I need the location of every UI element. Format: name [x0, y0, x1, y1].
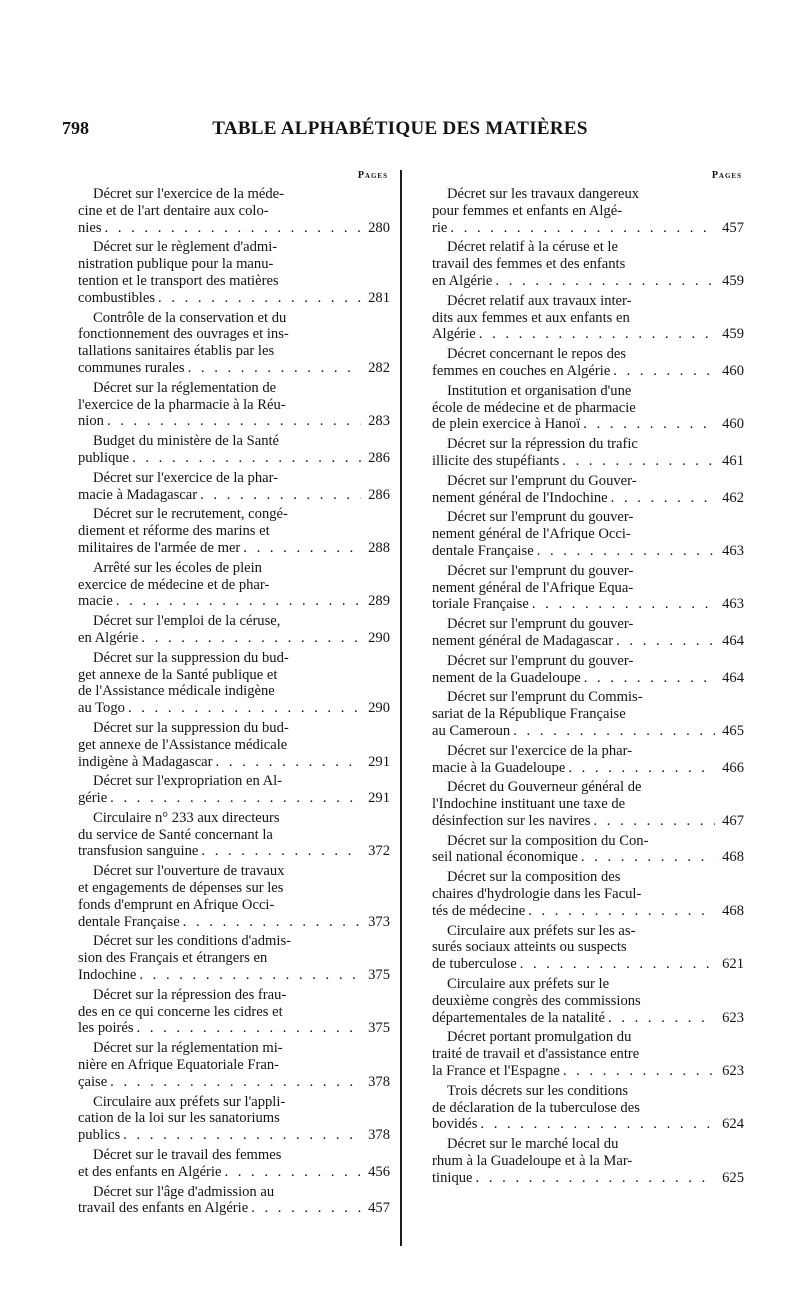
- entry-text-line: Décret sur la répression du trafic: [447, 436, 638, 453]
- dot-leader: [568, 760, 715, 777]
- entry-last-line: [78, 1200, 390, 1217]
- dot-leader: [123, 1127, 361, 1144]
- entry-text-line: au Togo: [78, 700, 125, 717]
- dot-leader: [495, 273, 715, 290]
- entry-page-number: 378: [368, 1127, 390, 1144]
- dot-leader: [611, 490, 715, 507]
- entry-last-line: [78, 1074, 390, 1091]
- entry-last-line: [432, 670, 744, 687]
- index-entry: [78, 1040, 390, 1090]
- entry-text-line: çaise: [78, 1073, 108, 1090]
- entry-text-line: la France et l'Espagne: [432, 1063, 560, 1080]
- entry-text-line: nement général de l'Indochine: [432, 489, 608, 506]
- index-entry: [432, 923, 744, 973]
- entry-text-line: militaires de l'armée de mer: [78, 539, 241, 556]
- entry-page-number: 456: [368, 1163, 390, 1180]
- dot-leader: [188, 360, 361, 377]
- entry-page-number: 290: [368, 700, 390, 717]
- dot-leader: [183, 914, 361, 931]
- entry-text-line: Budget du ministère de la Santé: [93, 433, 280, 450]
- index-entry: [432, 383, 744, 433]
- entry-last-line: [78, 360, 390, 377]
- entry-text-line: nière en Afrique Equatoriale Fran-: [78, 1057, 279, 1074]
- index-entry: [432, 689, 744, 739]
- entry-text-line: macie à la Guadeloupe: [432, 759, 566, 776]
- entry-text-line: surés sociaux atteints ou suspects: [432, 939, 627, 956]
- entry-text-line: Contrôle de la conservation et du: [93, 309, 287, 326]
- dot-leader: [141, 630, 361, 647]
- entry-page-number: 291: [368, 753, 390, 770]
- entry-text-line: Décret sur la réglementation de: [93, 379, 277, 396]
- entry-page-number: 280: [368, 219, 390, 236]
- entry-page-number: 464: [722, 669, 744, 686]
- dot-leader: [201, 843, 361, 860]
- index-entry: [78, 186, 390, 236]
- dot-leader: [158, 290, 361, 307]
- entry-page-number: 463: [722, 596, 744, 613]
- entry-last-line: [432, 326, 744, 343]
- entry-page-number: 467: [722, 812, 744, 829]
- index-entry: [432, 743, 744, 777]
- dot-leader: [243, 540, 361, 557]
- index-entry: [432, 563, 744, 613]
- entry-text-line: Décret sur l'emprunt du gouver-: [447, 616, 634, 633]
- entry-page-number: 468: [722, 902, 744, 919]
- entry-text-line: nement de la Guadeloupe: [432, 669, 581, 686]
- entry-text-line: sion des Français et étrangers en: [78, 950, 268, 967]
- dot-leader: [110, 790, 361, 807]
- index-entry: [432, 239, 744, 289]
- entry-page-number: 372: [368, 843, 390, 860]
- entry-last-line: [432, 596, 744, 613]
- entry-page-number: 286: [368, 486, 390, 503]
- index-entry: [432, 346, 744, 380]
- entry-last-line: [78, 593, 390, 610]
- page-number: 798: [62, 118, 89, 138]
- entry-last-line: [78, 450, 390, 467]
- entry-text-line: au Cameroun: [432, 722, 511, 739]
- entry-last-line: [432, 1063, 744, 1080]
- column-label-pages-right: Pages: [711, 170, 742, 181]
- dot-leader: [200, 487, 361, 504]
- dot-leader: [450, 220, 715, 237]
- entry-page-number: 281: [368, 289, 390, 306]
- entry-text-line: du service de Santé concernant la: [78, 826, 273, 843]
- entry-last-line: [78, 914, 390, 931]
- dot-leader: [583, 416, 715, 433]
- entry-text-line: Décret sur les travaux dangereux: [447, 186, 640, 202]
- dot-leader: [251, 1200, 361, 1217]
- entry-text-line: Décret sur l'emploi de la céruse,: [93, 613, 281, 630]
- entry-text-line: Décret sur le marché local du: [447, 1136, 619, 1153]
- entry-text-line: nies: [78, 219, 102, 236]
- entry-page-number: 375: [368, 1020, 390, 1037]
- entry-page-number: 460: [722, 362, 744, 379]
- entry-text-line: tallations sanitaires établis par les: [78, 343, 275, 360]
- index-entry: [78, 506, 390, 556]
- entry-text-line: les poirés: [78, 1020, 134, 1037]
- entry-text-line: Décret sur la composition du Con-: [447, 832, 649, 849]
- entry-text-line: Décret concernant le repos des: [447, 346, 627, 363]
- entry-text-line: Décret portant promulgation du: [447, 1029, 632, 1046]
- entry-text-line: Décret sur l'emprunt du Gouver-: [447, 472, 637, 489]
- entry-text-line: Décret sur l'exercice de la méde-: [93, 186, 285, 202]
- entry-page-number: 378: [368, 1073, 390, 1090]
- dot-leader: [107, 413, 361, 430]
- entry-text-line: de l'Assistance médicale indigène: [78, 683, 275, 700]
- entry-page-number: 375: [368, 967, 390, 984]
- entry-text-line: Institution et organisation d'une: [447, 382, 632, 399]
- entry-text-line: get annexe de l'Assistance médicale: [78, 736, 288, 753]
- entry-text-line: de déclaration de la tuberculose des: [432, 1099, 640, 1116]
- entry-page-number: 459: [722, 326, 744, 343]
- entry-text-line: Décret sur l'exercice de la phar-: [447, 742, 633, 759]
- entry-last-line: [78, 967, 390, 984]
- dot-leader: [562, 453, 715, 470]
- entry-text-line: toriale Française: [432, 596, 529, 613]
- entry-text-line: rhum à la Guadeloupe et à la Mar-: [432, 1153, 633, 1170]
- entry-text-line: communes rurales: [78, 359, 185, 376]
- entry-text-line: Décret sur l'exercice de la phar-: [93, 469, 279, 486]
- index-entry: [78, 380, 390, 430]
- entry-text-line: l'exercice de la pharmacie à la Réu-: [78, 396, 286, 413]
- dot-leader: [581, 849, 715, 866]
- entry-text-line: Arrêté sur les écoles de plein: [93, 559, 262, 576]
- entry-text-line: cation de la loi sur les sanatoriums: [78, 1110, 280, 1127]
- entry-last-line: [78, 1127, 390, 1144]
- entry-text-line: de tuberculose: [432, 956, 517, 973]
- entry-page-number: 289: [368, 593, 390, 610]
- entry-text-line: Décret sur l'emprunt du gouver-: [447, 562, 634, 579]
- entry-text-line: fonctionnement des ouvrages et ins-: [78, 326, 289, 343]
- entry-last-line: [432, 363, 744, 380]
- entry-text-line: sariat de la République Française: [432, 706, 626, 723]
- entry-text-line: femmes en couches en Algérie: [432, 362, 611, 379]
- entry-last-line: [432, 220, 744, 237]
- entry-last-line: [432, 1116, 744, 1133]
- entry-text-line: fonds d'emprunt en Afrique Occi-: [78, 896, 275, 913]
- index-entry: [78, 1147, 390, 1181]
- entry-page-number: 459: [722, 272, 744, 289]
- entry-text-line: travail des enfants en Algérie: [78, 1200, 249, 1217]
- entry-text-line: Décret sur l'âge d'admission au: [93, 1183, 275, 1200]
- dot-leader: [528, 903, 715, 920]
- entry-text-line: Décret sur la suppression du bud-: [93, 719, 289, 736]
- entry-last-line: [432, 633, 744, 650]
- entry-text-line: Décret du Gouverneur général de: [447, 779, 642, 796]
- entry-text-line: illicite des stupéfiants: [432, 452, 560, 469]
- entry-text-line: dentale Française: [432, 542, 534, 559]
- index-entry: [78, 987, 390, 1037]
- dot-leader: [563, 1063, 715, 1080]
- index-entry: [78, 650, 390, 717]
- dot-leader: [216, 754, 361, 771]
- index-entry: [432, 186, 744, 236]
- entry-text-line: en Algérie: [78, 629, 139, 646]
- entry-text-line: Décret sur la réglementation mi-: [93, 1040, 283, 1057]
- index-entry: [78, 810, 390, 860]
- column-label-pages-left: Pages: [357, 170, 388, 181]
- entry-last-line: [432, 813, 744, 830]
- dot-leader: [105, 220, 361, 237]
- entry-page-number: 623: [722, 1063, 744, 1080]
- entry-page-number: 466: [722, 759, 744, 776]
- entry-last-line: [432, 416, 744, 433]
- dot-leader: [584, 670, 715, 687]
- entry-page-number: 463: [722, 542, 744, 559]
- entry-last-line: [78, 413, 390, 430]
- index-entry: [78, 470, 390, 504]
- entry-text-line: l'Indochine instituant une taxe de: [432, 796, 626, 813]
- entry-text-line: Décret sur le recrutement, congé-: [93, 506, 288, 523]
- entry-last-line: [432, 1010, 744, 1027]
- entry-text-line: Trois décrets sur les conditions: [447, 1082, 629, 1099]
- entry-text-line: et des enfants en Algérie: [78, 1163, 222, 1180]
- entry-page-number: 373: [368, 913, 390, 930]
- dot-leader: [613, 363, 715, 380]
- entry-page-number: 623: [722, 1009, 744, 1026]
- entry-text-line: bovidés: [432, 1116, 478, 1133]
- index-entry: [432, 1029, 744, 1079]
- entry-last-line: [432, 490, 744, 507]
- index-entry: [78, 773, 390, 807]
- entry-text-line: Algérie: [432, 326, 476, 343]
- dot-leader: [137, 1020, 361, 1037]
- index-entry: [78, 933, 390, 983]
- entry-text-line: Décret sur la composition des: [447, 869, 621, 886]
- index-entry: [432, 833, 744, 867]
- entry-last-line: [432, 723, 744, 740]
- entry-page-number: 283: [368, 413, 390, 430]
- entry-text-line: seil national économique: [432, 849, 578, 866]
- entry-text-line: get annexe de la Santé publique et: [78, 666, 278, 683]
- entry-last-line: [432, 849, 744, 866]
- entry-text-line: Circulaire n° 233 aux directeurs: [93, 809, 280, 826]
- entry-text-line: dits aux femmes et aux enfants en: [432, 309, 630, 326]
- entry-text-line: pour femmes et enfants en Algé-: [432, 202, 623, 219]
- entry-text-line: Décret sur les conditions d'admis-: [93, 933, 291, 950]
- entry-text-line: Décret sur l'emprunt du Commis-: [447, 689, 643, 706]
- index-entry: [78, 310, 390, 377]
- entry-text-line: combustibles: [78, 289, 156, 306]
- entry-page-number: 460: [722, 416, 744, 433]
- dot-leader: [532, 596, 715, 613]
- entry-last-line: [78, 540, 390, 557]
- index-entry: [432, 436, 744, 470]
- dot-leader: [110, 1074, 361, 1091]
- entry-text-line: Décret sur le règlement d'admi-: [93, 239, 278, 256]
- index-entry: [78, 613, 390, 647]
- entry-page-number: 457: [368, 1200, 390, 1217]
- entry-text-line: Décret sur l'emprunt du gouver-: [447, 652, 634, 669]
- dot-leader: [513, 723, 715, 740]
- dot-leader: [593, 813, 715, 830]
- entry-page-number: 457: [722, 219, 744, 236]
- dot-leader: [479, 326, 715, 343]
- entry-text-line: diement et réforme des marins et: [78, 523, 270, 540]
- index-entry: [78, 1184, 390, 1218]
- index-entry: [432, 293, 744, 343]
- entry-text-line: Décret sur la répression des frau-: [93, 986, 287, 1003]
- entry-text-line: Décret sur l'expropriation en Al-: [93, 773, 283, 790]
- index-entry: [432, 869, 744, 919]
- entry-text-line: rie: [432, 219, 448, 236]
- page-title: TABLE ALPHABÉTIQUE DES MATIÈRES: [212, 118, 588, 139]
- entry-last-line: [432, 543, 744, 560]
- entry-text-line: tention et le transport des matières: [78, 272, 279, 289]
- entry-text-line: de plein exercice à Hanoï: [432, 416, 581, 433]
- entry-last-line: [432, 760, 744, 777]
- dot-leader: [616, 633, 715, 650]
- entry-last-line: [432, 903, 744, 920]
- index-entry: [78, 1094, 390, 1144]
- entry-text-line: exercice de médecine et de phar-: [78, 576, 270, 593]
- index-entry: [432, 473, 744, 507]
- entry-last-line: [78, 754, 390, 771]
- dot-leader: [139, 967, 361, 984]
- index-column-right: [432, 186, 744, 1190]
- entry-last-line: [78, 1164, 390, 1181]
- column-divider: [400, 170, 402, 1246]
- entry-text-line: transfusion sanguine: [78, 843, 199, 860]
- index-entry: [78, 560, 390, 610]
- entry-last-line: [78, 790, 390, 807]
- entry-text-line: tinique: [432, 1169, 473, 1186]
- entry-text-line: et engagements de dépenses sur les: [78, 880, 284, 897]
- entry-text-line: dentale Française: [78, 913, 180, 930]
- entry-text-line: traité de travail et d'assistance entre: [432, 1046, 640, 1063]
- entry-text-line: départementales de la natalité: [432, 1009, 606, 1026]
- index-entry: [432, 509, 744, 559]
- entry-text-line: indigène à Madagascar: [78, 753, 213, 770]
- entry-text-line: chaires d'hydrologie dans les Facul-: [432, 886, 642, 903]
- entry-text-line: macie à Madagascar: [78, 486, 198, 503]
- entry-text-line: nement général de l'Afrique Equa-: [432, 579, 634, 596]
- entry-last-line: [78, 630, 390, 647]
- entry-text-line: publique: [78, 449, 130, 466]
- entry-text-line: des en ce qui concerne les cidres et: [78, 1003, 283, 1020]
- entry-text-line: tés de médecine: [432, 902, 526, 919]
- entry-last-line: [78, 220, 390, 237]
- index-entry: [78, 863, 390, 930]
- entry-text-line: Décret sur l'ouverture de travaux: [93, 863, 285, 880]
- dot-leader: [608, 1010, 715, 1027]
- index-entry: [432, 1083, 744, 1133]
- entry-text-line: désinfection sur les navires: [432, 812, 591, 829]
- entry-page-number: 286: [368, 449, 390, 466]
- entry-page-number: 621: [722, 956, 744, 973]
- entry-text-line: nement général de l'Afrique Occi-: [432, 526, 631, 543]
- entry-last-line: [432, 453, 744, 470]
- dot-leader: [128, 700, 361, 717]
- index-entry: [78, 720, 390, 770]
- entry-text-line: école de médecine et de pharmacie: [432, 399, 636, 416]
- page-header: [62, 118, 738, 148]
- entry-text-line: nistration publique pour la manu-: [78, 256, 274, 273]
- entry-text-line: nion: [78, 413, 104, 430]
- entry-text-line: nement général de Madagascar: [432, 632, 614, 649]
- entry-text-line: Décret relatif aux travaux inter-: [447, 292, 632, 309]
- entry-text-line: macie: [78, 593, 113, 610]
- entry-page-number: 290: [368, 629, 390, 646]
- entry-last-line: [78, 290, 390, 307]
- entry-last-line: [78, 1020, 390, 1037]
- entry-text-line: Décret sur l'emprunt du gouver-: [447, 509, 634, 526]
- index-entry: [78, 433, 390, 467]
- entry-last-line: [432, 1170, 744, 1187]
- entry-text-line: Décret relatif à la céruse et le: [447, 239, 618, 256]
- entry-text-line: deuxième congrès des commissions: [432, 992, 641, 1009]
- entry-page-number: 625: [722, 1169, 744, 1186]
- entry-page-number: 624: [722, 1116, 744, 1133]
- index-entry: [432, 1136, 744, 1186]
- entry-text-line: travail des femmes et des enfants: [432, 256, 626, 273]
- index-entry: [432, 976, 744, 1026]
- entry-text-line: publics: [78, 1127, 121, 1144]
- dot-leader: [480, 1116, 715, 1133]
- entry-last-line: [432, 273, 744, 290]
- entry-page-number: 288: [368, 539, 390, 556]
- dot-leader: [476, 1170, 715, 1187]
- entry-last-line: [78, 487, 390, 504]
- entry-last-line: [78, 700, 390, 717]
- entry-page-number: 465: [722, 722, 744, 739]
- entry-text-line: Indochine: [78, 967, 137, 984]
- entry-page-number: 468: [722, 849, 744, 866]
- entry-page-number: 291: [368, 790, 390, 807]
- entry-text-line: cine et de l'art dentaire aux colo-: [78, 202, 269, 219]
- dot-leader: [520, 956, 715, 973]
- dot-leader: [116, 593, 361, 610]
- index-entry: [432, 616, 744, 650]
- entry-last-line: [432, 956, 744, 973]
- entry-page-number: 462: [722, 489, 744, 506]
- entry-last-line: [78, 843, 390, 860]
- index-entry: [432, 779, 744, 829]
- dot-leader: [224, 1164, 361, 1181]
- entry-text-line: Circulaire aux préfets sur le: [447, 976, 610, 993]
- entry-text-line: Circulaire aux préfets sur les as-: [447, 922, 636, 939]
- index-entry: [432, 653, 744, 687]
- entry-page-number: 461: [722, 452, 744, 469]
- entry-page-number: 464: [722, 632, 744, 649]
- entry-text-line: Circulaire aux préfets sur l'appli-: [93, 1093, 286, 1110]
- dot-leader: [537, 543, 715, 560]
- entry-text-line: en Algérie: [432, 272, 493, 289]
- dot-leader: [132, 450, 361, 467]
- index-entry: [78, 239, 390, 306]
- entry-page-number: 282: [368, 359, 390, 376]
- entry-text-line: Décret sur le travail des femmes: [93, 1147, 282, 1164]
- entry-text-line: Décret sur la suppression du bud-: [93, 649, 289, 666]
- index-column-left: [78, 186, 390, 1220]
- entry-text-line: gérie: [78, 790, 108, 807]
